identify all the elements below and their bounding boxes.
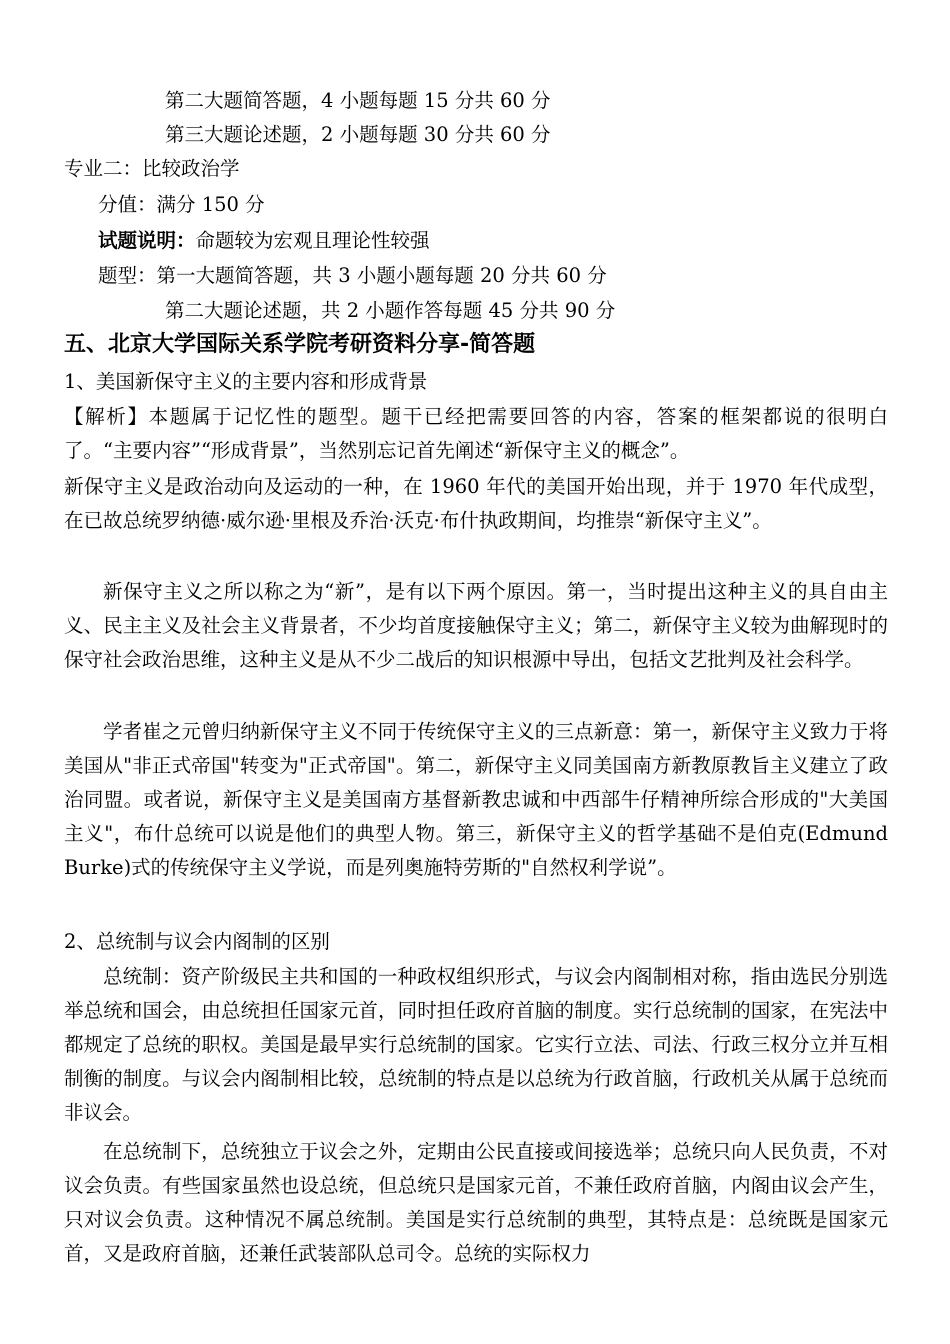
exam-description: [98, 224, 888, 258]
body-paragraph: 在总统制下，总统独立于议会之外，定期由公民直接或间接选举；总统只向人民负责，不对议会负责。有些国家虽然也设总统，但总统只是国家元首，不兼任政府首脑，内阁由议会产生，只对议会负责。这种情况不属总统制。美国是实行总统制的典型，其特点是：总统既是国家元首，又是政府首脑，还兼任武装部队总司令。总统的实际权力: [64, 1140, 888, 1265]
exam-structure-line: 第三大题论述题，2 小题每题 30 分共 60 分: [165, 123, 551, 146]
exam-structure-line: 第二大题简答题，4 小题每题 15 分共 60 分: [165, 89, 551, 112]
question-title: 2、总统制与议会内阁制的区别: [64, 930, 330, 953]
body-paragraph: 总统制：资产阶级民主共和国的一种政权组织形式，与议会内阁制相对称，指由选民分别选举总统和国会，由总统担任国家元首，同时担任政府首脑的制度。实行总统制的国家，在宪法中都规定了总统的职权。美国是最早实行总统制的国家。它实行立法、司法、行政三权分立并互相制衡的制度。与议会内阁制相比较，总统制的特点是以总统为行政首脑，行政机关从属于总统而非议会。: [64, 965, 888, 1124]
subject-title: 专业二：比较政治学: [64, 157, 240, 180]
question-title: 1、美国新保守主义的主要内容和形成背景: [64, 370, 428, 393]
exam-description-label: 试题说明：: [98, 229, 196, 252]
exam-description-text: 命题较为宏观且理论性较强: [195, 229, 430, 252]
body-paragraph: 新保守主义是政治动向及运动的一种，在 1960 年代的美国开始出现，并于 1970 年代成型，在已故总统罗纳德·威尔逊·里根及乔治·沃克·布什执政期间，均推崇“新保守主义”。: [64, 475, 888, 532]
body-paragraph: 新保守主义之所以称之为“新”，是有以下两个原因。第一，当时提出这种主义的具自由主义、民主主义及社会主义背景者，不少均首度接触保守主义；第二，新保守主义较为曲解现时的保守社会政治思维，这种主义是从不少二战后的知识根源中导出，包括文艺批判及社会科学。: [64, 580, 888, 671]
body-paragraph: 学者崔之元曾归纳新保守主义不同于传统保守主义的三点新意：第一，新保守主义致力于将美国从"非正式帝国"转变为"正式帝国"。第二，新保守主义同美国南方新教原教旨主义建立了政治同盟。或者说，新保守主义是美国南方基督新教忠诚和中西部牛仔精神所综合形成的"大美国主义"，布什总统可以说是他们的典型人物。第三，新保守主义的哲学基础不是伯克(Edmund Burke)式的传统保守主义学说，而是列奥施特劳斯的"自然权利学说”。: [64, 720, 888, 879]
score-line: 分值：满分 150 分: [98, 193, 265, 216]
analysis-paragraph: 【解析】本题属于记忆性的题型。题干已经把需要回答的内容，答案的框架都说的很明白了。“主要内容”“形成背景”，当然别忘记首先阐述“新保守主义的概念”。: [64, 405, 888, 462]
section-heading: 五、北京大学国际关系学院考研资料分享-简答题: [64, 332, 536, 357]
question-type-line: 第二大题论述题，共 2 小题作答每题 45 分共 90 分: [165, 299, 616, 322]
question-type-line: 题型：第一大题简答题，共 3 小题小题每题 20 分共 60 分: [98, 264, 607, 287]
